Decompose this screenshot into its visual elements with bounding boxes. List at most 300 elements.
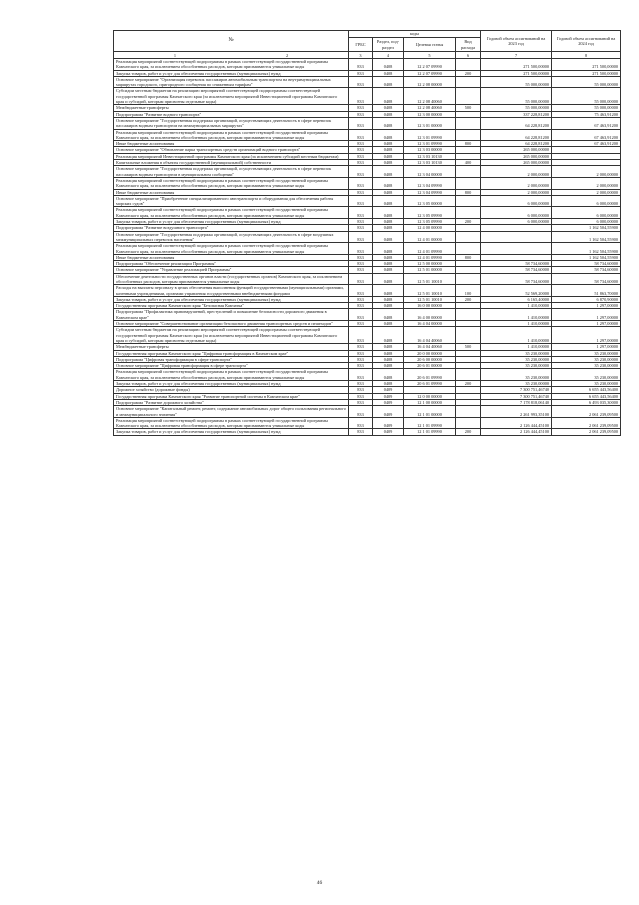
row-vid-raskhoda: 800 [456, 254, 481, 260]
row-amount-2023: 58 734,60000 [481, 273, 552, 285]
row-tselevaya-statya: 12 2 08 00000 [404, 76, 456, 88]
row-razdel: 0408 [373, 303, 404, 309]
row-razdel: 0408 [373, 166, 404, 178]
row-amount-2023: 6 165,40000 [481, 296, 552, 302]
row-name: Закупка товаров, работ и услуг для обеспечения государственных (муниципальных) нужд [114, 219, 349, 225]
row-vid-raskhoda [456, 166, 481, 178]
row-razdel: 0408 [373, 177, 404, 189]
table-row [114, 417, 621, 429]
row-amount-2024: 67 463,91200 [552, 117, 621, 129]
row-grbs: 833 [349, 225, 373, 231]
row-razdel: 0408 [373, 243, 404, 255]
row-amount-2023: 271 500,00000 [481, 70, 552, 76]
row-amount-2024: 6 000,00000 [552, 195, 621, 207]
row-tselevaya-statya: 16 4 04 40060 [404, 344, 456, 350]
row-amount-2024: 75 463,91200 [552, 111, 621, 117]
table-row [114, 207, 621, 219]
row-vid-raskhoda [456, 369, 481, 381]
row-amount-2023: 1 410,00000 [481, 321, 552, 327]
row-amount-2023: 6 000,00000 [481, 207, 552, 219]
row-razdel: 0408 [373, 117, 404, 129]
row-name: Реализация мероприятий соответствующей подпрограммы в рамках соответствующей государственной программы Камчатского края, за исключением обособленных расходов, которым присваиваются уникальные коды [114, 129, 349, 141]
column-number: 3 [349, 52, 373, 59]
row-amount-2024: 2 061 239,09500 [552, 406, 621, 418]
row-grbs: 833 [349, 417, 373, 429]
row-grbs: 833 [349, 195, 373, 207]
row-name: Основное мероприятие "Обновление парка транспортных средств организаций водного транспорта" [114, 147, 349, 153]
row-amount-2023: 2 126 444,45100 [481, 429, 552, 435]
row-razdel: 0408 [373, 254, 404, 260]
table-row [114, 117, 621, 129]
column-number: 8 [552, 52, 621, 59]
row-razdel: 0408 [373, 225, 404, 231]
header-razdel: Раздел, под-раздел [373, 38, 404, 52]
row-name: Обеспечение деятельности государственных органов власти (государственных органов) Камчатского края, за исключением обособленных расходов, которым присваиваются уникальные коды [114, 273, 349, 285]
row-razdel: 0408 [373, 88, 404, 105]
row-amount-2023: 2 000,00000 [481, 177, 552, 189]
row-tselevaya-statya: 12 2 08 40060 [404, 88, 456, 105]
row-name: Межбюджетные трансферты [114, 344, 349, 350]
row-amount-2023: 2 126 444,45100 [481, 417, 552, 429]
row-grbs: 833 [349, 344, 373, 350]
row-amount-2023: 58 734,60000 [481, 261, 552, 267]
row-razdel: 0408 [373, 160, 404, 166]
row-amount-2023: 2 000,00000 [481, 189, 552, 195]
row-amount-2023: 35 230,00000 [481, 350, 552, 356]
row-amount-2024: 6 000,00000 [552, 219, 621, 225]
row-amount-2023: 64 228,81200 [481, 117, 552, 129]
row-amount-2023: 52 569,20000 [481, 285, 552, 297]
budget-table-sheet [113, 30, 620, 436]
row-amount-2024: 67 463,91200 [552, 141, 621, 147]
row-grbs: 833 [349, 350, 373, 356]
row-tselevaya-statya: 12 3 05 00000 [404, 195, 456, 207]
row-amount-2023: 271 500,00000 [481, 59, 552, 71]
row-vid-raskhoda [456, 59, 481, 71]
row-razdel: 0408 [373, 267, 404, 273]
row-amount-2024: 1 297,00000 [552, 309, 621, 321]
row-tselevaya-statya: 12 3 05 09990 [404, 207, 456, 219]
row-tselevaya-statya: 12 5 01 10010 [404, 273, 456, 285]
row-grbs: 833 [349, 105, 373, 111]
row-razdel: 0409 [373, 417, 404, 429]
row-name: Подпрограмма "Профилактика правонарушений, преступлений и повышение безопасности дорожного движения в Камчатском крае" [114, 309, 349, 321]
row-grbs: 833 [349, 243, 373, 255]
row-vid-raskhoda: 200 [456, 381, 481, 387]
row-razdel: 0409 [373, 393, 404, 399]
row-amount-2024: 1 297,00000 [552, 344, 621, 350]
row-razdel: 0408 [373, 147, 404, 153]
row-tselevaya-statya: 12 0 00 00000 [404, 393, 456, 399]
row-razdel: 0408 [373, 207, 404, 219]
row-grbs: 833 [349, 88, 373, 105]
row-grbs: 833 [349, 117, 373, 129]
row-amount-2023: 1 410,00000 [481, 344, 552, 350]
row-amount-2024: 35 230,00000 [552, 356, 621, 362]
row-name: Основное мероприятие "Капитальный ремонт, ремонт, содержание автомобильных дорог общего пользования регионального и межмуниципального значения" [114, 406, 349, 418]
row-name: Реализация мероприятий соответствующей подпрограммы в рамках соответствующей государственной программы Камчатского края, за исключением обособленных расходов, которым присваиваются уникальные коды [114, 207, 349, 219]
row-vid-raskhoda: 800 [456, 141, 481, 147]
row-amount-2024: 2 061 239,09500 [552, 429, 621, 435]
row-name: Государственная программа Камчатского края "Развитие транспортной системы в Камчатском крае" [114, 393, 349, 399]
header-vid-raskhoda: Вид расхода [456, 38, 481, 52]
row-name: Иные бюджетные ассигнования [114, 254, 349, 260]
row-amount-2024: 6 870,90000 [552, 296, 621, 302]
row-vid-raskhoda: 800 [456, 189, 481, 195]
row-amount-2023: 64 228,81200 [481, 129, 552, 141]
row-razdel: 0408 [373, 381, 404, 387]
row-tselevaya-statya: 20 6 01 09990 [404, 369, 456, 381]
row-amount-2023: 337 228,81200 [481, 111, 552, 117]
table-row [114, 327, 621, 344]
row-tselevaya-statya: 20 0 00 00000 [404, 350, 456, 356]
row-amount-2023 [481, 231, 552, 243]
row-grbs: 833 [349, 327, 373, 344]
row-name: Межбюджетные трансферты [114, 105, 349, 111]
row-name: Подпрограмма "Развитие водного транспорта" [114, 111, 349, 117]
row-amount-2023: 35 230,00000 [481, 356, 552, 362]
row-grbs: 833 [349, 363, 373, 369]
table-row [114, 166, 621, 178]
row-name: Капитальные вложения в объекты государственной (муниципальной) собственности [114, 160, 349, 166]
row-razdel: 0409 [373, 406, 404, 418]
row-tselevaya-statya: 12 3 00 00000 [404, 111, 456, 117]
row-tselevaya-statya: 20 6 01 00000 [404, 363, 456, 369]
column-number: 4 [373, 52, 404, 59]
table-body [114, 52, 621, 436]
row-amount-2023: 7 300 751,46740 [481, 393, 552, 399]
row-tselevaya-statya: 12 5 00 00000 [404, 261, 456, 267]
row-amount-2023: 7 300 751,46740 [481, 387, 552, 393]
row-tselevaya-statya: 12 5 01 00000 [404, 267, 456, 273]
row-tselevaya-statya: 12 3 03 10130 [404, 153, 456, 159]
column-number: 1 2 [114, 52, 349, 59]
table-header [114, 31, 621, 52]
row-amount-2024: 55 000,00000 [552, 105, 621, 111]
row-tselevaya-statya: 12 2 07 09990 [404, 70, 456, 76]
row-amount-2024: 1 162 504,55900 [552, 225, 621, 231]
row-name: Закупка товаров, работ и услуг для обеспечения государственных (муниципальных) нужд [114, 296, 349, 302]
row-tselevaya-statya: 12 3 01 09990 [404, 129, 456, 141]
row-tselevaya-statya: 12 1 00 00000 [404, 399, 456, 405]
row-grbs: 833 [349, 406, 373, 418]
row-tselevaya-statya: 16 0 00 00000 [404, 303, 456, 309]
row-vid-raskhoda [456, 195, 481, 207]
row-vid-raskhoda: 200 [456, 296, 481, 302]
row-vid-raskhoda: 200 [456, 429, 481, 435]
row-vid-raskhoda [456, 207, 481, 219]
row-tselevaya-statya: 20 6 00 00000 [404, 356, 456, 362]
header-number-sign: № [114, 31, 349, 52]
row-razdel: 0408 [373, 153, 404, 159]
row-grbs: 833 [349, 153, 373, 159]
table-row [114, 429, 621, 435]
row-razdel: 0408 [373, 70, 404, 76]
row-amount-2024: 1 297,00000 [552, 321, 621, 327]
row-grbs: 833 [349, 429, 373, 435]
row-razdel: 0408 [373, 321, 404, 327]
row-amount-2023: 35 230,00000 [481, 381, 552, 387]
row-tselevaya-statya: 12 1 01 09990 [404, 429, 456, 435]
header-grbs: ГРБС [349, 38, 373, 52]
row-amount-2023: 58 734,60000 [481, 267, 552, 273]
row-tselevaya-statya: 12 3 03 00000 [404, 147, 456, 153]
row-vid-raskhoda [456, 76, 481, 88]
row-name: Реализация мероприятий соответствующей подпрограммы в рамках соответствующей государственной программы Камчатского края, за исключением обособленных расходов, которым присваиваются уникальные коды [114, 177, 349, 189]
row-razdel: 0408 [373, 105, 404, 111]
row-vid-raskhoda [456, 88, 481, 105]
row-tselevaya-statya: 12 3 01 00000 [404, 117, 456, 129]
row-amount-2024: 35 230,00000 [552, 369, 621, 381]
column-number: 6 [456, 52, 481, 59]
row-name: Реализация мероприятий соответствующей подпрограммы в рамках соответствующей государственной программы Камчатского края, за исключением обособленных расходов, которым присваиваются уникальные коды [114, 243, 349, 255]
row-grbs: 833 [349, 219, 373, 225]
row-amount-2023: 55 000,00000 [481, 88, 552, 105]
row-vid-raskhoda: 200 [456, 219, 481, 225]
row-amount-2023: 55 000,00000 [481, 76, 552, 88]
row-name: Закупка товаров, работ и услуг для обеспечения государственных (муниципальных) нужд [114, 70, 349, 76]
row-tselevaya-statya: 12 3 01 09990 [404, 141, 456, 147]
row-amount-2024: 58 734,60000 [552, 267, 621, 273]
row-grbs: 833 [349, 189, 373, 195]
table-row [114, 88, 621, 105]
row-grbs: 833 [349, 321, 373, 327]
row-vid-raskhoda [456, 177, 481, 189]
row-vid-raskhoda: 500 [456, 105, 481, 111]
row-amount-2024: 35 230,00000 [552, 350, 621, 356]
row-name: Реализация мероприятий Инвестиционной программы Камчатского края (за исключением субсидий местным бюджетам) [114, 153, 349, 159]
column-number-row [114, 52, 621, 59]
row-grbs: 833 [349, 381, 373, 387]
column-number: 7 [481, 52, 552, 59]
row-grbs: 833 [349, 76, 373, 88]
row-grbs: 833 [349, 267, 373, 273]
row-tselevaya-statya: 12 5 01 10010 [404, 296, 456, 302]
row-amount-2023: 35 230,00000 [481, 363, 552, 369]
row-amount-2023: 55 000,00000 [481, 105, 552, 111]
row-grbs: 833 [349, 303, 373, 309]
row-amount-2024: 1 297,00000 [552, 327, 621, 344]
row-grbs: 833 [349, 147, 373, 153]
row-razdel: 0409 [373, 429, 404, 435]
row-name: Подпрограмма "Развитие воздушного транспорта" [114, 225, 349, 231]
row-razdel: 0409 [373, 387, 404, 393]
table-row [114, 273, 621, 285]
row-name: Закупка товаров, работ и услуг для обеспечения государственных (муниципальных) нужд [114, 381, 349, 387]
row-name: Реализация мероприятий соответствующей подпрограммы в рамках соответствующей государственной программы Камчатского края, за исключением обособленных расходов, которым присваиваются уникальные коды [114, 369, 349, 381]
row-amount-2024: 2 000,00000 [552, 166, 621, 178]
row-grbs: 833 [349, 296, 373, 302]
row-name: Субсидии местным бюджетам на реализацию мероприятий соответствующей подпрограммы соответствующей государственной программы Камчатского края (за исключением мероприятий Инвестиционной программы Камчатского края и субсидий, которым присвоены отдельные коды) [114, 327, 349, 344]
row-name: Государственная программа Камчатского края "Цифровая трансформация в Камчатском крае" [114, 350, 349, 356]
row-amount-2023: 7 178 818,06140 [481, 399, 552, 405]
row-amount-2023: 2 261 993,35100 [481, 406, 552, 418]
header-codes: коды [349, 31, 481, 38]
row-name: Основное мероприятие "Управление реализацией Программы" [114, 267, 349, 273]
row-amount-2024: 6 655 443,56400 [552, 393, 621, 399]
row-amount-2023: 6 000,00000 [481, 195, 552, 207]
table-row [114, 59, 621, 71]
row-razdel: 0408 [373, 369, 404, 381]
row-razdel: 0408 [373, 111, 404, 117]
row-razdel: 0408 [373, 356, 404, 362]
row-grbs: 833 [349, 177, 373, 189]
row-tselevaya-statya: 16 4 04 40060 [404, 327, 456, 344]
budget-table [113, 30, 621, 436]
row-amount-2023: 265 000,00000 [481, 160, 552, 166]
row-grbs: 833 [349, 309, 373, 321]
row-vid-raskhoda [456, 129, 481, 141]
row-tselevaya-statya: 12 3 03 10130 [404, 160, 456, 166]
row-name: Основное мероприятие "Цифровая трансформация в сфере транспорта" [114, 363, 349, 369]
row-name: Реализация мероприятий соответствующей подпрограммы в рамках соответствующей государственной программы Камчатского края, за исключением обособленных расходов, которым присваиваются уникальные коды [114, 417, 349, 429]
row-grbs: 833 [349, 160, 373, 166]
row-razdel: 0408 [373, 350, 404, 356]
row-grbs: 833 [349, 59, 373, 71]
row-razdel: 0408 [373, 261, 404, 267]
row-amount-2024: 6 000,00000 [552, 207, 621, 219]
row-amount-2024: 271 500,00000 [552, 59, 621, 71]
row-name: Иные бюджетные ассигнования [114, 141, 349, 147]
row-grbs: 833 [349, 399, 373, 405]
row-vid-raskhoda [456, 231, 481, 243]
row-grbs: 833 [349, 261, 373, 267]
row-tselevaya-statya: 12 4 00 00000 [404, 225, 456, 231]
row-razdel: 0408 [373, 344, 404, 350]
row-vid-raskhoda: 200 [456, 70, 481, 76]
table-row [114, 195, 621, 207]
row-amount-2024: 67 463,91200 [552, 129, 621, 141]
row-amount-2024: 35 230,00000 [552, 381, 621, 387]
row-grbs: 833 [349, 141, 373, 147]
row-amount-2024: 58 734,60000 [552, 261, 621, 267]
row-razdel: 0408 [373, 273, 404, 285]
row-amount-2024: 58 734,60000 [552, 273, 621, 285]
row-vid-raskhoda [456, 327, 481, 344]
row-name: Расходы на выплаты персоналу в целях обеспечения выполнения функций государственными (муниципальными) органами, казенными учреждениями, органами управления государственными внебюджетными фондами [114, 285, 349, 297]
row-tselevaya-statya: 12 2 08 40060 [404, 105, 456, 111]
row-name: Реализация мероприятий соответствующей подпрограммы в рамках соответствующей государственной программы Камчатского края, за исключением обособленных расходов, которым присваиваются уникальные коды [114, 59, 349, 71]
row-amount-2023: 35 230,00000 [481, 369, 552, 381]
row-amount-2023: 265 000,00000 [481, 153, 552, 159]
row-grbs: 833 [349, 356, 373, 362]
row-grbs: 833 [349, 207, 373, 219]
row-tselevaya-statya: 12 1 01 09990 [404, 417, 456, 429]
row-razdel: 0408 [373, 129, 404, 141]
row-tselevaya-statya: 12 3 04 09990 [404, 189, 456, 195]
page-number: 46 [316, 880, 323, 886]
row-amount-2023: 1 410,00000 [481, 303, 552, 309]
row-amount-2023: 2 000,00000 [481, 166, 552, 178]
row-tselevaya-statya: 12 3 04 09990 [404, 177, 456, 189]
table-row [114, 129, 621, 141]
row-razdel: 0408 [373, 59, 404, 71]
row-vid-raskhoda [456, 406, 481, 418]
row-grbs: 833 [349, 369, 373, 381]
header-year-2024: Годовой объем ассигнований на 2024 год [552, 31, 621, 52]
table-row [114, 76, 621, 88]
row-razdel: 0408 [373, 309, 404, 321]
row-amount-2024: 6 493 035,30000 [552, 399, 621, 405]
table-row [114, 406, 621, 418]
row-amount-2024: 55 000,00000 [552, 76, 621, 88]
row-name: Основное мероприятие "Совершенствование организации безопасного движения транспортных средств и пешеходов" [114, 321, 349, 327]
row-razdel: 0408 [373, 296, 404, 302]
row-razdel: 0408 [373, 141, 404, 147]
header-year-2023: Годовой объем ассигнований на 2023 год [481, 31, 552, 52]
row-name: Иные бюджетные ассигнования [114, 189, 349, 195]
row-amount-2023: 64 228,81200 [481, 141, 552, 147]
row-grbs: 833 [349, 166, 373, 178]
row-grbs: 833 [349, 285, 373, 297]
row-tselevaya-statya: 12 3 05 09990 [404, 219, 456, 225]
row-vid-raskhoda [456, 117, 481, 129]
row-amount-2024: 1 162 504,55900 [552, 231, 621, 243]
row-grbs: 833 [349, 70, 373, 76]
row-amount-2024: 2 061 239,09500 [552, 417, 621, 429]
table-row [114, 177, 621, 189]
row-name: Основное мероприятие "Государственная поддержка организаций, осуществляющих деятельность в сфере перевозок пассажиров водным транспортом в муниципальном сообщении" [114, 166, 349, 178]
row-vid-raskhoda [456, 309, 481, 321]
row-vid-raskhoda: 500 [456, 344, 481, 350]
row-name: Государственная программа Камчатского края "Безопасная Камчатка" [114, 303, 349, 309]
row-razdel: 0408 [373, 76, 404, 88]
row-razdel: 0408 [373, 195, 404, 207]
row-amount-2024: 2 000,00000 [552, 177, 621, 189]
row-tselevaya-statya: 12 4 01 09990 [404, 243, 456, 255]
row-tselevaya-statya: 20 6 01 09990 [404, 381, 456, 387]
row-vid-raskhoda [456, 417, 481, 429]
row-grbs: 833 [349, 231, 373, 243]
table-row [114, 243, 621, 255]
row-name: Дорожное хозяйство (дорожные фонды) [114, 387, 349, 393]
row-grbs: 833 [349, 393, 373, 399]
row-name: Подпрограмма "Обеспечение реализации Программы" [114, 261, 349, 267]
row-tselevaya-statya: 12 2 07 09990 [404, 59, 456, 71]
row-name: Закупка товаров, работ и услуг для обеспечения государственных (муниципальных) нужд [114, 429, 349, 435]
table-row [114, 285, 621, 297]
row-amount-2023: 6 000,00000 [481, 219, 552, 225]
column-number: 5 [404, 52, 456, 59]
row-vid-raskhoda [456, 273, 481, 285]
row-grbs: 833 [349, 387, 373, 393]
row-tselevaya-statya: 12 1 01 00000 [404, 406, 456, 418]
row-tselevaya-statya: 16 4 04 00000 [404, 321, 456, 327]
row-amount-2023 [481, 243, 552, 255]
row-amount-2024: 1 297,00000 [552, 303, 621, 309]
row-grbs: 833 [349, 111, 373, 117]
row-amount-2024: 1 162 504,55900 [552, 243, 621, 255]
row-name: Подпрограмма "Развитие дорожного хозяйства" [114, 399, 349, 405]
row-amount-2024: 2 000,00000 [552, 189, 621, 195]
row-amount-2024: 35 230,00000 [552, 363, 621, 369]
row-name: Подпрограмма "Цифровая трансформация в сфере транспорта" [114, 356, 349, 362]
row-grbs: 833 [349, 129, 373, 141]
row-razdel: 0409 [373, 399, 404, 405]
row-razdel: 0408 [373, 327, 404, 344]
row-name: Основное мероприятие "Государственная поддержка организаций, осуществляющих деятельность в сфере воздушных межмуниципальных перевозок населения" [114, 231, 349, 243]
row-vid-raskhoda: 100 [456, 285, 481, 297]
row-vid-raskhoda [456, 243, 481, 255]
row-razdel: 0408 [373, 231, 404, 243]
row-amount-2023: 1 410,00000 [481, 309, 552, 321]
row-amount-2024: 271 500,00000 [552, 70, 621, 76]
row-name: Основное мероприятие "Государственная поддержка организаций, осуществляющих деятельность в сфере перевозок пассажиров водным транспортом на межмуниципальных маршрутах" [114, 117, 349, 129]
row-amount-2024: 55 000,00000 [552, 88, 621, 105]
row-name: Основное мероприятие "Приобретение специализированного автотранспорта и оборудования для обеспечения работы морских судов" [114, 195, 349, 207]
table-row [114, 309, 621, 321]
row-razdel: 0408 [373, 363, 404, 369]
